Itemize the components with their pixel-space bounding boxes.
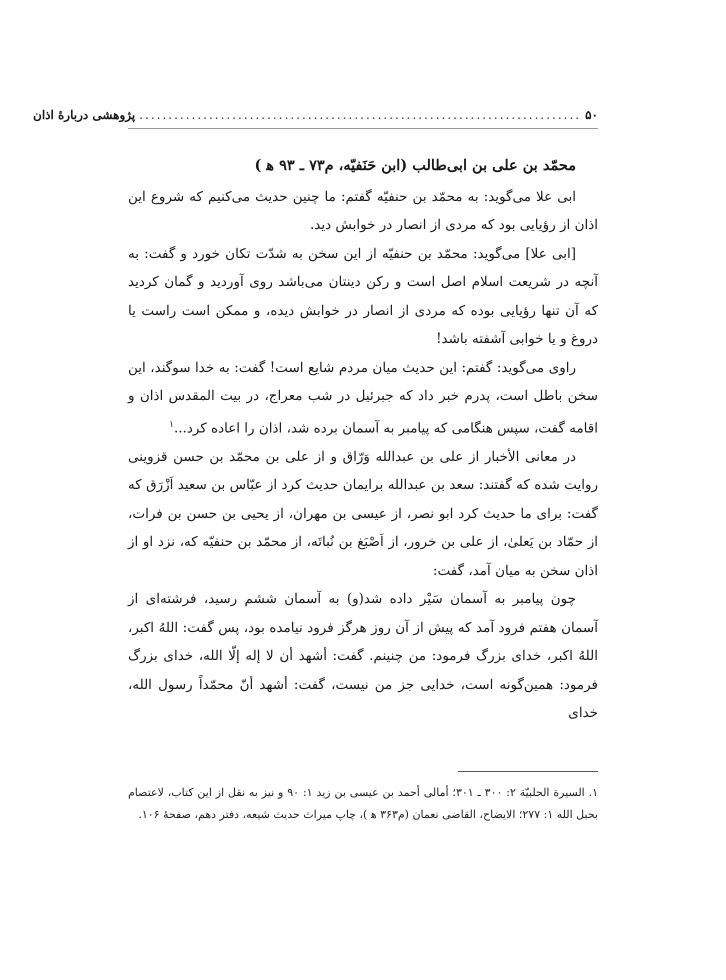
- paragraph: ابی علا می‌گوید: به محمّد بن حنفیّه گفتم: ما چنین حدیث می‌کنیم که شروع این اذان از رؤیایی بود که مردی از انصار در خوابش دید.: [128, 188, 598, 233]
- footnote-rule: [458, 771, 598, 772]
- footnote-marker: ۱: [169, 419, 174, 430]
- page-number: ۵۰: [585, 108, 598, 122]
- section-heading: محمّد بن علی بن ابی‌طالب (ابن حَنَفیّه، م۷۳ ـ ۹۳ ه‍ ): [254, 157, 576, 174]
- header-rule: [128, 128, 598, 129]
- leader-dots: ............................................................................: [139, 108, 582, 122]
- paragraph: چون پیامبر به آسمان سَیْر داده شد(و) به آسمان ششم رسید، فرشته‌ای از آسمان هفتم فرود آمد که پیش از آن روز هرگز فرود نیامده بود، پس گفت: اللهُ اکبر، اللهُ اکبر، خدای بزرگ فرمود: من چنینم. گفت: أشهد أن لا إله إلّا الله، خدای بزرگ فرمود: همین‌گونه است، خدایی جز من نیست، گفت: أشهد أنّ محمّداً رسول الله، خدای: [128, 591, 598, 721]
- running-title: پژوهشی دربارۀ اذان: [33, 108, 136, 122]
- main-text: [128, 152, 598, 728]
- footnote: ۱. السیرة الحلبیّة ۲: ۳۰۰ ـ ۳۰۱؛ أمالی أحمد بن عیسی بن زید ۱: ۹۰ و نیز به نقل از این کتاب، لاعتصام بحبل الله ۱: ۲۷۷؛ الایضاح، القاضی نعمان (م۳۶۳ ه‍ )، چاپ میراث حدیث شیعه، دفتر دهم، صفحۀ ۱۰۶.: [128, 786, 599, 821]
- paragraph: [ابی علا] می‌گوید: محمّد بن حنفیّه از این سخن به شدّت تکان خورد و گفت: به آنچه در شریعت اسلام اصل است و رکن دینتان می‌باشد روی آوردید و گمان کردید که آن تنها رؤیایی بوده که مردی از انصار در خوابش دیده، و ممکن است راست یا دروغ و یا خوابی آشفته باشد!: [128, 245, 598, 347]
- running-header: [33, 108, 598, 122]
- paragraph: [128, 354, 598, 443]
- paragraph-text: راوی می‌گوید: گفتم: این حدیث میان مردم شایع است! گفت: به خدا سوگند، این سخن باطل است، پدرم خبر داد که جبرئیل در شب معراج، در بیت المقدس اذان و اقامه گفت، سپس هنگامی که پیامبر به آسمان برده شد، اذان را اعاده کرد...: [128, 359, 598, 436]
- paragraph: در معانی الأخبار از علی بن عبدالله وَرّاق و از علی بن محمّد بن حسن قزوینی روایت شده که گفتند: سعد بن عبدالله برایمان حدیث کرد از عبّاس بن سعید اَزْرَق که گفت: برای ما حدیث کرد ابو نصر، از عیسی بن مهران، از یحیی بن حسن بن فرات، از حمّاد بن یَعلیٰ، از علی بن خرور، از اَصْبَغ بن نُباتَه، از محمّد بن حنفیّه که، نزد او از اذان سخن به میان آمد، گفت:: [128, 448, 598, 579]
